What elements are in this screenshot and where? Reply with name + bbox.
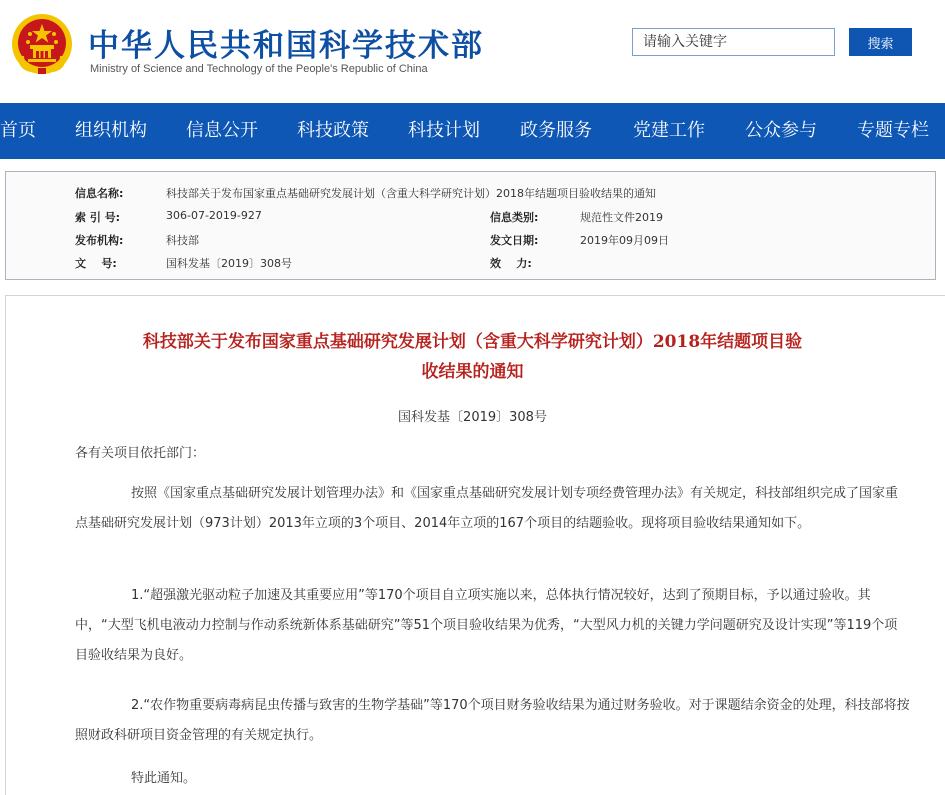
document-closing: 特此通知。: [131, 771, 197, 786]
info-category-value: 规范性文件2019: [580, 211, 663, 224]
nav-item-tech-plan[interactable]: 科技计划: [408, 120, 480, 141]
info-name-value: 科技部关于发布国家重点基础研究发展计划（含重大科学研究计划）2018年结题项目验收结果的通知: [166, 187, 656, 200]
info-metadata-box: [5, 171, 936, 280]
site-title[interactable]: 中华人民共和国科学技术部: [88, 28, 484, 64]
document-title-line2: 收结果的通知: [421, 362, 524, 382]
document-number: 国科发基〔2019〕308号: [398, 410, 547, 425]
document-paragraph-2: 1.“超强激光驱动粒子加速及其重要应用”等170个项目自立项实施以来，总体执行情况较好，达到了预期目标，予以通过验收。其中，“大型飞机电液动力控制与作动系统新体系基础研究”等51个项目验收结果为优秀，“大型风力机的关键力学问题研究及设计实现”等119个项目验收结果为良好。: [75, 588, 898, 663]
info-docno-value: 国科发基〔2019〕308号: [166, 257, 292, 270]
info-name-label: 信息名称:: [75, 187, 124, 200]
info-date-value: 2019年09月09日: [580, 234, 669, 247]
info-publisher-value: 科技部: [166, 234, 199, 247]
national-emblem-icon[interactable]: [10, 12, 74, 76]
document-paragraph-1: 按照《国家重点基础研究发展计划管理办法》和《国家重点基础研究发展计划专项经费管理办法》有关规定，科技部组织完成了国家重点基础研究发展计划（973计划）2013年立项的3个项目、2014年立项的167个项目的结题验收。现将项目验收结果通知如下。: [75, 486, 899, 531]
info-date-label: 发文日期:: [490, 234, 539, 247]
search-input[interactable]: [632, 28, 835, 56]
nav-item-public-participation[interactable]: 公众参与: [745, 120, 817, 141]
main-nav: [0, 103, 945, 159]
document-salutation: 各有关项目依托部门：: [75, 446, 206, 461]
document-paragraph-3: 2.“农作物重要病毒病昆虫传播与致害的生物学基础”等170个项目财务验收结果为通过财务验收。对于课题结余资金的处理，科技部将按照财政科研项目资金管理的有关规定执行。: [75, 698, 910, 743]
search-button[interactable]: 搜索: [849, 28, 912, 56]
nav-item-special-topics[interactable]: 专题专栏: [857, 120, 929, 141]
nav-item-home[interactable]: 首页: [0, 120, 36, 141]
site-header: [0, 0, 945, 103]
document-title: [0, 327, 945, 387]
site-subtitle: Ministry of Science and Technology of the People's Republic of China: [90, 63, 428, 75]
info-index-label: 索 引 号:: [75, 211, 121, 224]
nav-item-tech-policy[interactable]: 科技政策: [297, 120, 369, 141]
info-docno-label: 文 号:: [75, 257, 117, 270]
info-publisher-label: 发布机构:: [75, 234, 124, 247]
info-category-label: 信息类别:: [490, 211, 539, 224]
info-index-value: 306-07-2019-927: [166, 209, 262, 222]
document-title-line1: 科技部关于发布国家重点基础研究发展计划（含重大科学研究计划）2018年结题项目验: [142, 332, 803, 352]
nav-item-info-disclosure[interactable]: 信息公开: [186, 120, 258, 141]
info-validity-label: 效 力:: [490, 257, 532, 270]
nav-item-gov-services[interactable]: 政务服务: [520, 120, 592, 141]
nav-item-party-building[interactable]: 党建工作: [633, 120, 705, 141]
nav-item-organization[interactable]: 组织机构: [75, 120, 147, 141]
